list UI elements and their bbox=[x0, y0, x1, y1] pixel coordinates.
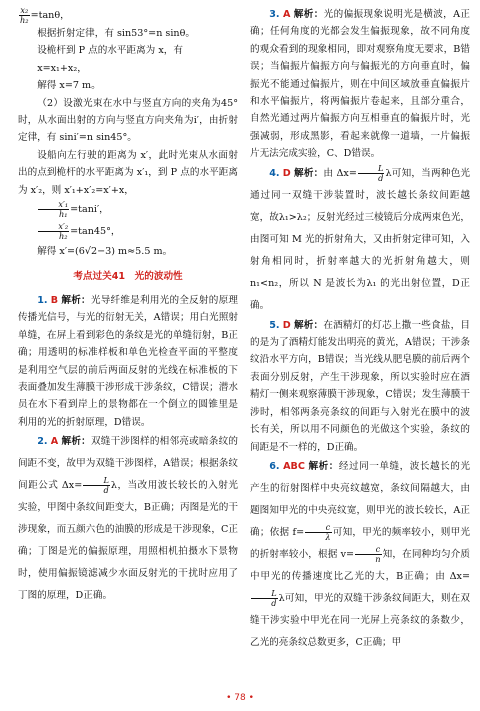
fraction: $\frac{\text{x′₁}}{\text{h₁}}$ bbox=[38, 200, 69, 219]
answer-1: 1. B 解析：光导纤维是利用光的全反射的原理传播光信号，与光的衍射无关，A错误；用白光照射单缝，在屏上看到彩色的条纹是光的单缝衍射，B正确；用透明的标准样板和单色光检查平面的平整度是利用空气层的前后两面反射的光线在标准板的下表面叠加发生薄膜干涉形成干涉条纹，C错误；潜水员在水下看到岸上的景物都在一个倒立的圆锥里是利用的光的折射原理，D错误。 bbox=[18, 294, 238, 428]
analysis-label: 解析： bbox=[61, 294, 91, 306]
answer-3: 3. A 解析：光的偏振现象说明光是横波，A正确；任何角度的光都会发生偏振现象，故不同角度的观众看到的现象相同，即对观察角度无要求，B错误；当偏振片偏振方向与偏振光的方向垂直时，偏振光不能通过偏振片，则在中间区域放垂直偏振片和水平偏振片，将两偏振片卷起来，且部分重合，自然光通过两片偏振方向互相垂直的偏振片时，光强减弱，形成黑影，看起来就像一道墙，一片偏振片无法完成实验，C、D错误。 bbox=[250, 9, 470, 160]
answer-letter: B bbox=[50, 294, 59, 306]
answer-letter: A bbox=[282, 9, 291, 20]
fraction: $\frac{L}{d}$ bbox=[251, 589, 278, 608]
question-number: 5. bbox=[269, 319, 280, 331]
answer-letter: ABC bbox=[283, 460, 305, 472]
fraction: $\frac{\text{x₂}}{\text{h₂}}$ bbox=[20, 5, 29, 25]
text-line: $\frac{\text{x′₂}}{\text{h₂}}$ =tan45°， bbox=[18, 221, 238, 243]
answer-5: 5. D 解析：在酒精灯的灯芯上撒一些食盐，目的是为了酒精灯能发出明亮的黄光，A错误；干涉条纹沿水平方向，B错误；当光线从肥皂膜的前后两个表面分别反射，产生干涉现象，所以实验时应在酒精灯一侧来观察薄膜干涉现象，C错误；发生薄膜干涉时，相邻两条亮条纹的间距与入射光在膜中的波长有关，所以用不同颜色的光做这个实验，条纹的间距是不一样的，D正确。 bbox=[250, 319, 470, 453]
question-number: 3. bbox=[269, 9, 280, 20]
text-line: 根据折射定律，有 sin53°=n sinθ。 bbox=[37, 28, 195, 39]
text-line: x=x₁+x₂， bbox=[37, 62, 87, 74]
fraction: $\frac{c}{\lambda}$ bbox=[305, 523, 331, 542]
fraction: $\frac{c}{n}$ bbox=[355, 545, 381, 564]
fraction: $\frac{\text{x′₂}}{\text{h₂}}$ bbox=[38, 222, 69, 241]
question-number: 2. bbox=[37, 436, 48, 448]
text-line: 解得 x′=(6√2−3) m≈5.5 m。 bbox=[37, 246, 173, 258]
text-line: 设桅杆到 P 点的水平距离为 x，有 bbox=[37, 45, 183, 57]
text-line: $\frac{\text{x′₁}}{\text{h₁}}$ =tani′， bbox=[18, 199, 238, 221]
text-line: $\frac{\text{x₂}}{\text{h₂}}$ =tanθ， bbox=[20, 5, 70, 25]
analysis-label: 解析： bbox=[294, 167, 324, 179]
answer-2: 2. A 解析：双缝干涉图样的相邻亮或暗条纹的间距不变，故甲为双缝干涉图样，A错误；根据条纹间距公式 Δx= $\frac{L}{d}$ λ，当改用波长较长的入射光实验，甲图中条纹间距变大，B正确；丙图是光的干涉现象，而五颜六色的油膜的形成是干涉现象，C正确；丁图是光的偏振原理，用照相机拍摄水下景物时，使用偏振镜滤减少水面反射光的干扰时应用了丁图的原理，D正确。 bbox=[18, 436, 238, 602]
paragraph: （2）设激光束在水中与竖直方向的夹角为45°时，从水面出射的方向与竖直方向夹角为i′，由折射定律，有 sini′=n sin45°。 bbox=[18, 97, 238, 144]
analysis-label: 解析： bbox=[61, 436, 91, 448]
question-number: 4. bbox=[269, 167, 280, 179]
answer-letter: A bbox=[50, 436, 59, 448]
section-title: 考点过关41 光的波动性 bbox=[73, 271, 183, 283]
text-line: 解得 x=7 m。 bbox=[37, 80, 101, 92]
question-number: 6. bbox=[269, 460, 280, 472]
analysis-label: 解析： bbox=[293, 319, 324, 331]
fraction: $\frac{L}{d}$ bbox=[83, 476, 110, 495]
page-number: • 78 • bbox=[226, 692, 254, 703]
answer-letter: D bbox=[282, 319, 291, 331]
answer-letter: D bbox=[282, 167, 291, 179]
fraction: $\frac{L}{d}$ bbox=[358, 164, 385, 183]
right-column bbox=[250, 6, 470, 654]
left-column bbox=[18, 6, 238, 607]
question-number: 1. bbox=[37, 294, 48, 306]
analysis-label: 解析： bbox=[308, 460, 339, 472]
paragraph: 设船向左行驶的距离为 x′，此时光束从水面射出的点到桅杆的水平距离为 x′₁，到 P 点的水平距离为 x′₂，则 x′₁+x′₂=x′+x， bbox=[18, 149, 238, 196]
answer-6: 6. ABC 解析：经过同一单缝，波长越长的光产生的衍射图样中央亮纹越宽，条纹间隔越大，由题图知甲光的中央亮纹宽，则甲光的波长较长，A正确；依据 f= $\frac{c}{\lambda}$ 可知，甲光的频率较小，则甲光的折射率较小，根据 v= $\frac{c}{n}$ 知，在同种均匀介质中甲光的传播速度比乙光的大，B正确；由 Δx= $\frac{L}{d}$ λ可知，甲光的双缝干涉条纹间距大，则在双缝干涉实验中甲光在同一光屏上亮条纹的条数少，乙光的亮条纹总数更多，C正确；甲 bbox=[250, 460, 471, 648]
analysis-label: 解析： bbox=[293, 9, 324, 20]
answer-4: 4. D 解析：由 Δx= $\frac{L}{d}$ λ可知，当两种色光通过同一双缝干涉装置时，波长越长条纹间距越宽，故λ₁>λ₂；反射光经过三棱镜后分成两束色光，由图可知 M 光的折射角大，又由折射定律可知，入射角相同时，折射率越大的光折射角越大，则 n₁<n₂，所以 N 是波长为λ₁ 的光出射位置，D正确。 bbox=[250, 162, 470, 311]
